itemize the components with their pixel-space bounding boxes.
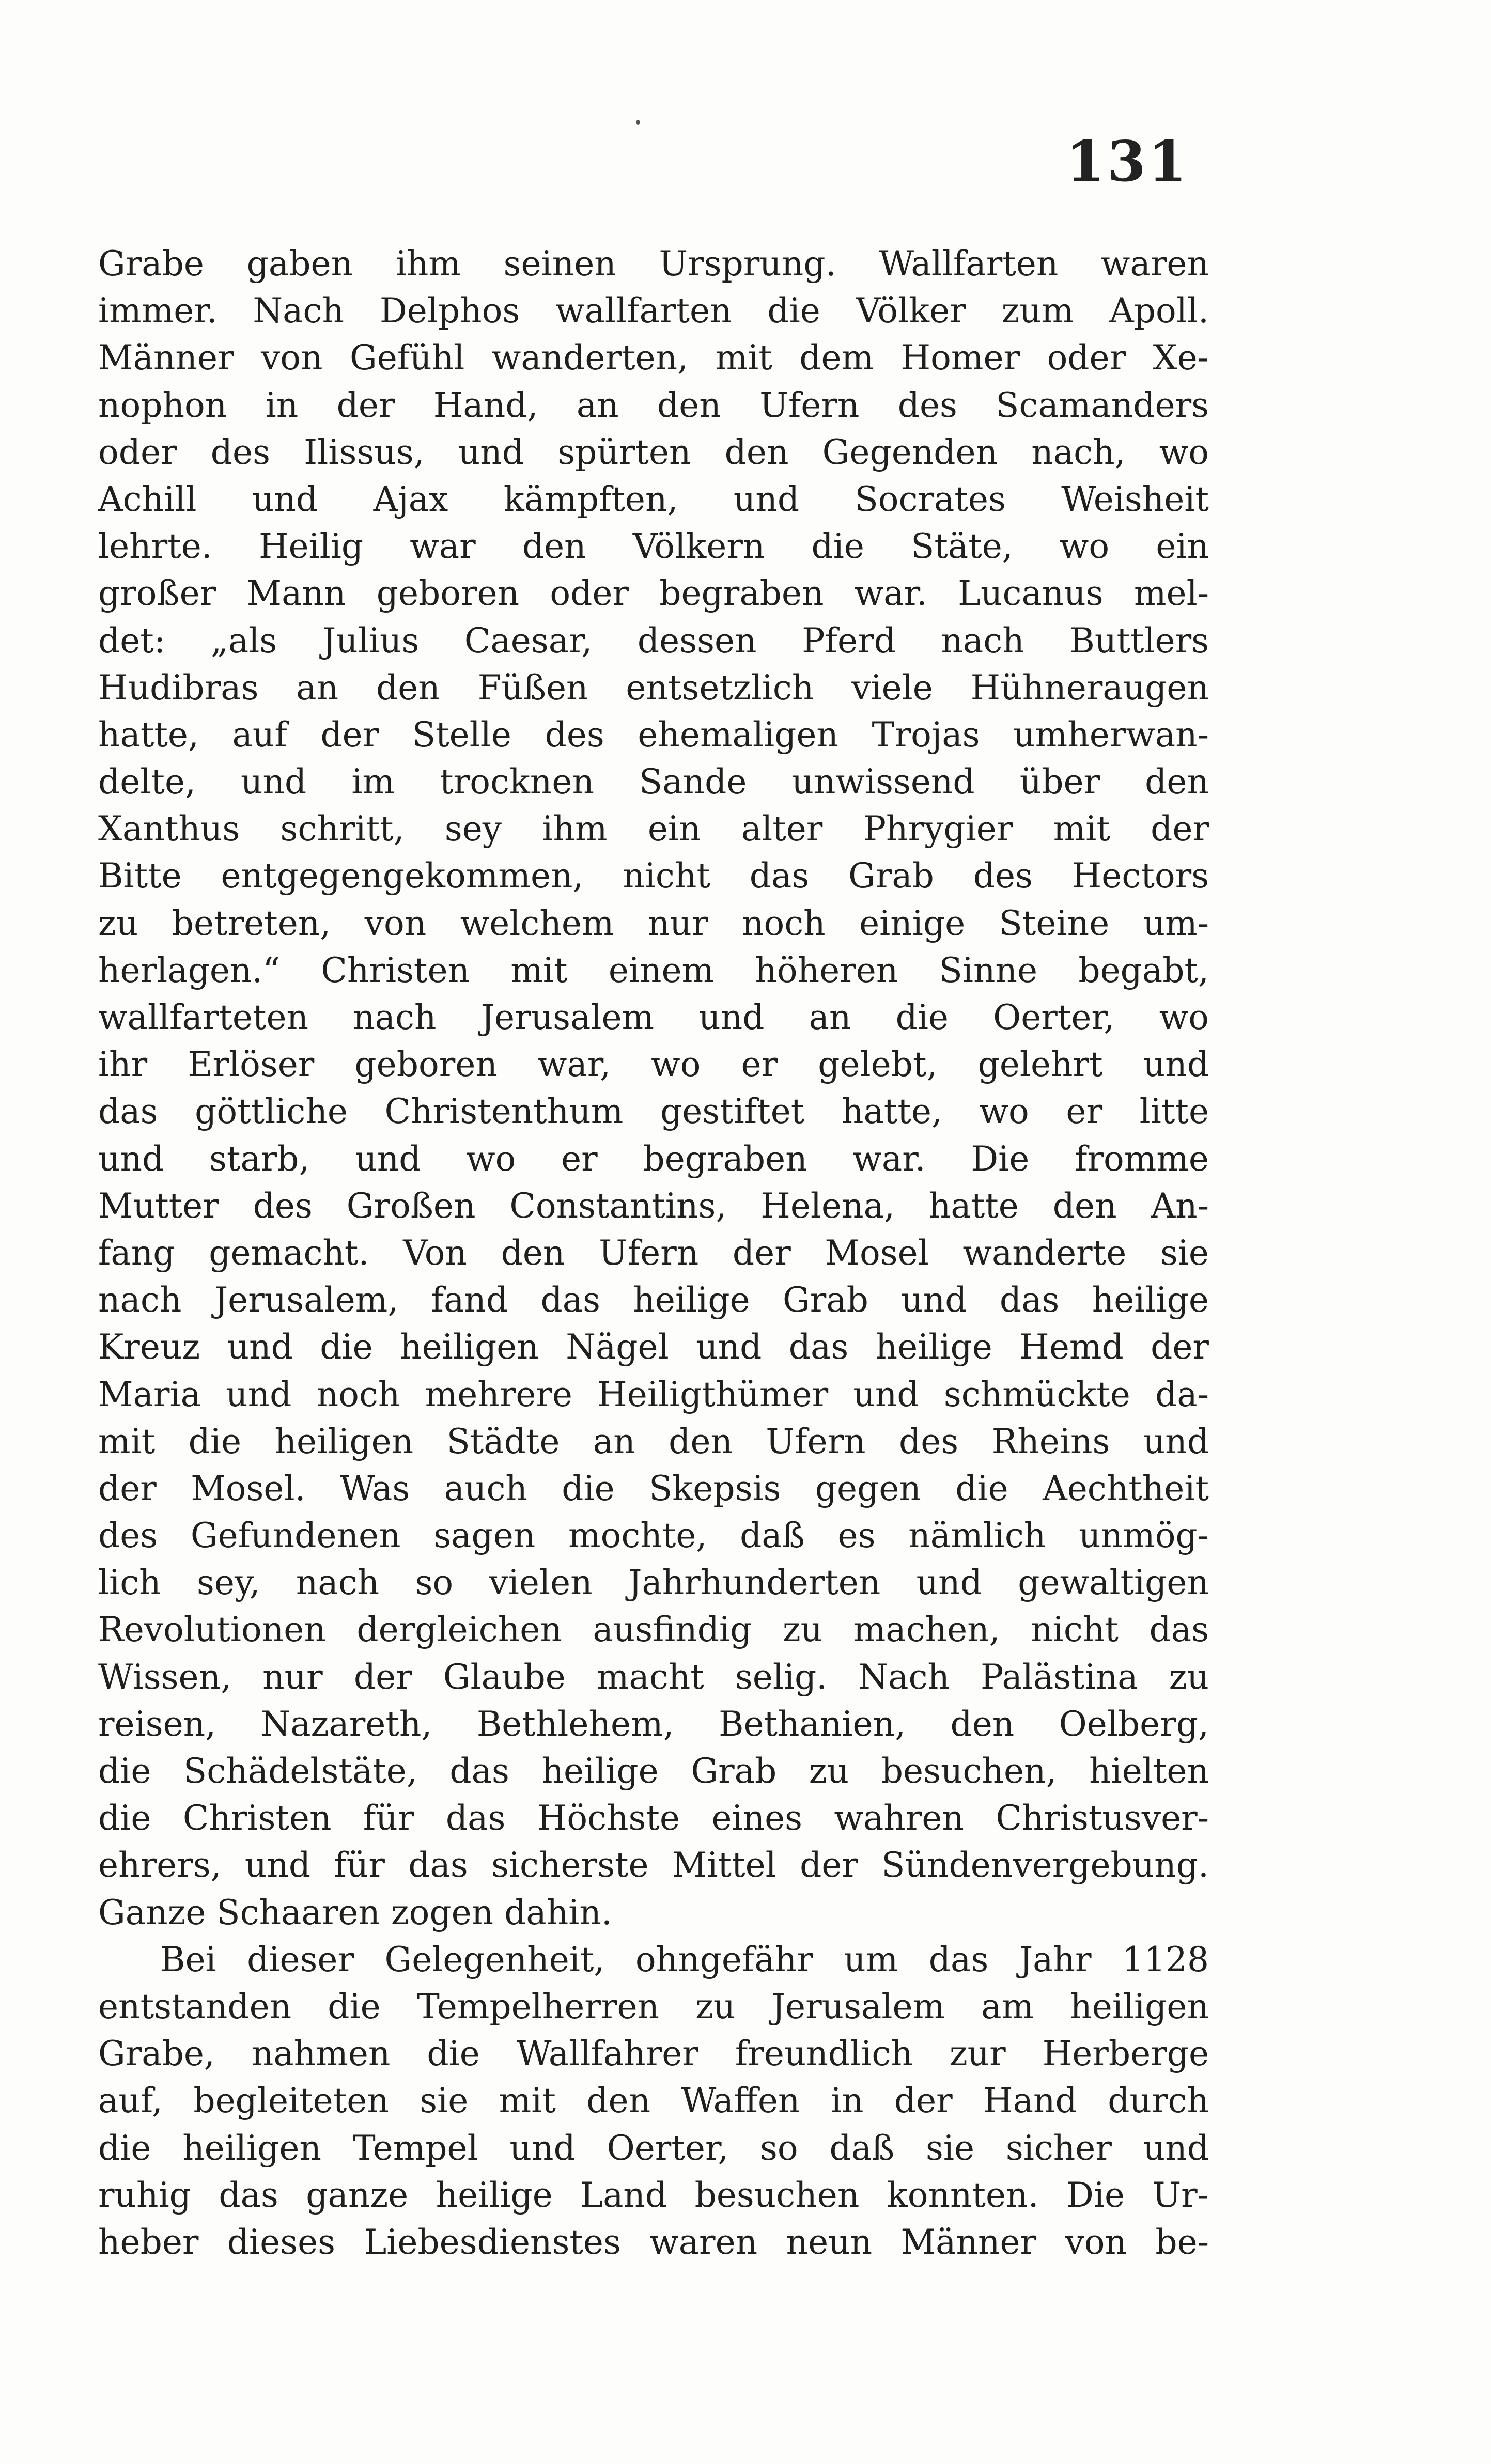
text-line: des Gefundenen sagen mochte, daß es nämlich unmög- — [98, 1516, 1209, 1556]
text-line: entstanden die Tempelherren zu Jerusalem am heiligen — [98, 1986, 1209, 2026]
text-line: Kreuz und die heiligen Nägel und das heilige Hemd der — [98, 1327, 1209, 1367]
text-line: großer Mann geboren oder begraben war. Lucanus mel- — [98, 573, 1209, 614]
text-line: der Mosel. Was auch die Skepsis gegen die Aechtheit — [98, 1468, 1209, 1508]
text-line: Männer von Gefühl wanderten, mit dem Homer oder Xe- — [98, 338, 1209, 378]
text-line: Xanthus schritt, sey ihm ein alter Phrygier mit der — [98, 809, 1209, 849]
text-line: die Schädelstäte, das heilige Grab zu besuchen, hielten — [98, 1751, 1209, 1791]
text-line: lich sey, nach so vielen Jahrhunderten und gewaltigen — [98, 1563, 1209, 1603]
text-line: Grabe gaben ihm seinen Ursprung. Wallfarten waren — [98, 244, 1209, 284]
text-line: wallfarteten nach Jerusalem und an die Oerter, wo — [98, 997, 1209, 1037]
text-line: oder des Ilissus, und spürten den Gegenden nach, wo — [98, 432, 1209, 472]
text-line: ihr Erlöser geboren war, wo er gelebt, gelehrt und — [98, 1044, 1209, 1085]
text-line: Revolutionen dergleichen ausfindig zu machen, nicht das — [98, 1610, 1209, 1650]
text-line: Bitte entgegengekommen, nicht das Grab des Hectors — [98, 856, 1209, 896]
text-line: hatte, auf der Stelle des ehemaligen Trojas umherwan- — [98, 714, 1209, 755]
text-line: Hudibras an den Füßen entsetzlich viele Hühneraugen — [98, 667, 1209, 708]
page-number: 131 — [1066, 129, 1189, 194]
text-line: lehrte. Heilig war den Völkern die Stäte, wo ein — [98, 526, 1209, 567]
text-line: Maria und noch mehrere Heiligthümer und schmückte da- — [98, 1374, 1209, 1414]
text-line: Mutter des Großen Constantins, Helena, hatte den An- — [98, 1186, 1209, 1226]
body-text — [98, 240, 1209, 2266]
text-line: nophon in der Hand, an den Ufern des Scamanders — [98, 385, 1209, 425]
text-line: reisen, Nazareth, Bethlehem, Bethanien, den Oelberg, — [98, 1704, 1209, 1744]
text-line: det: „als Julius Caesar, dessen Pferd nach Buttlers — [98, 620, 1209, 661]
text-line: Grabe, nahmen die Wallfahrer freundlich zur Herberge — [98, 2034, 1209, 2074]
text-line: das göttliche Christenthum gestiftet hatte, wo er litte — [98, 1091, 1209, 1132]
text-line: die heiligen Tempel und Oerter, so daß sie sicher und — [98, 2128, 1209, 2168]
text-line: auf, begleiteten sie mit den Waffen in der Hand durch — [98, 2081, 1209, 2121]
text-line: zu betreten, von welchem nur noch einige Steine um- — [98, 903, 1209, 943]
text-line: ehrers, und für das sicherste Mittel der Sündenvergebung. — [98, 1845, 1209, 1885]
text-line: die Christen für das Höchste eines wahren Christusver- — [98, 1798, 1209, 1838]
paragraph-end-line: Ganze Schaaren zogen dahin. — [98, 1892, 612, 1932]
paragraph-start-line: Bei dieser Gelegenheit, ohngefähr um das Jahr 1128 — [160, 1939, 1209, 1979]
text-line: immer. Nach Delphos wallfarten die Völker zum Apoll. — [98, 291, 1209, 331]
text-line: fang gemacht. Von den Ufern der Mosel wanderte sie — [98, 1233, 1209, 1273]
text-line: Wissen, nur der Glaube macht selig. Nach Palästina zu — [98, 1657, 1209, 1697]
text-line: Achill und Ajax kämpften, und Socrates Weisheit — [98, 479, 1209, 519]
text-line: delte, und im trocknen Sande unwissend über den — [98, 762, 1209, 802]
text-line: nach Jerusalem, fand das heilige Grab und das heilige — [98, 1280, 1209, 1320]
text-line: mit die heiligen Städte an den Ufern des Rheins und — [98, 1421, 1209, 1461]
text-line: und starb, und wo er begraben war. Die fromme — [98, 1139, 1209, 1179]
text-line: herlagen.“ Christen mit einem höheren Sinne begabt, — [98, 950, 1209, 990]
text-line: ruhig das ganze heilige Land besuchen konnten. Die Ur- — [98, 2175, 1209, 2215]
text-line: heber dieses Liebesdienstes waren neun Männer von be- — [98, 2222, 1209, 2262]
print-speck — [636, 120, 640, 125]
